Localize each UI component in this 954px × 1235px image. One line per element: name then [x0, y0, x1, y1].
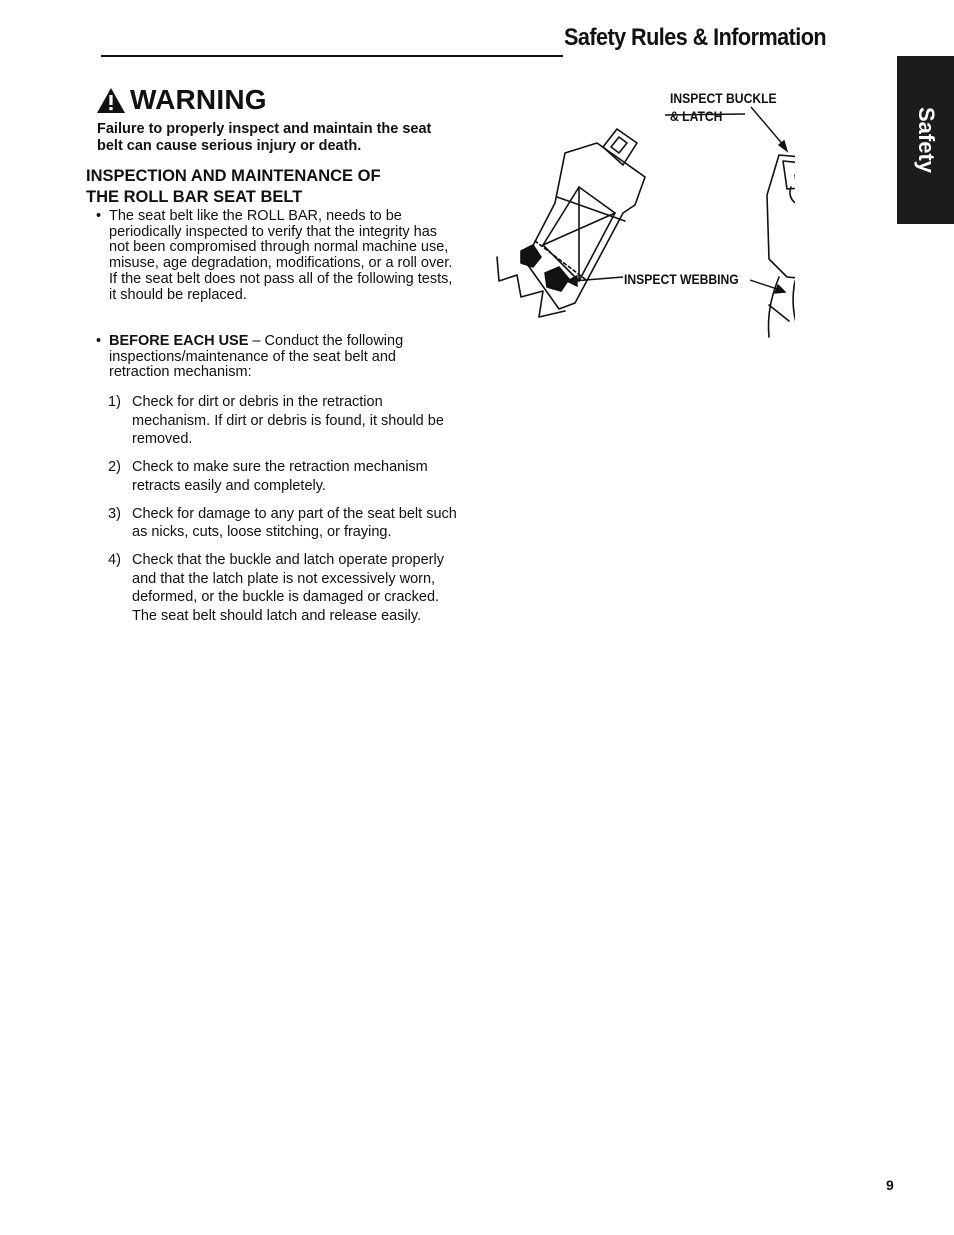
inspection-steps-list — [108, 393, 458, 635]
warning-text: Failure to properly inspect and maintain the seat belt can cause serious injury or death. — [97, 121, 432, 154]
bullet-intro — [96, 209, 456, 303]
warning-triangle-icon — [96, 87, 126, 114]
page-header-title: Safety Rules & Information — [564, 24, 827, 51]
header-rule — [101, 55, 563, 57]
callout-buckle-line2: & LATCH — [670, 109, 723, 124]
list-item — [108, 393, 458, 449]
callout-inspect-buckle — [670, 90, 777, 126]
before-use-text: – Conduct the following inspections/maintenance of the seat belt and retraction mechanism: — [109, 333, 404, 381]
step-text: Check to make sure the retraction mechanism retracts easily and completely. — [132, 459, 428, 494]
section-side-tab — [897, 56, 954, 224]
section-heading-line2: THE ROLL BAR SEAT BELT — [86, 188, 303, 206]
bullet-dot: • — [96, 208, 102, 224]
list-item — [108, 505, 458, 542]
warning-block — [96, 84, 267, 116]
bullet-intro-text: The seat belt like the ROLL BAR, needs to be periodically inspected to verify that the integrity has not been compromised through normal machine use, misuse, age degradation, modifications, or a roll over. If the seat belt does not pass all of the following tests, it should be replaced. — [109, 208, 453, 303]
step-text: Check for dirt or debris in the retraction mechanism. If dirt or debris is found, it should be removed. — [132, 394, 444, 448]
step-text: Check that the buckle and latch operate properly and that the latch plate is not excessively worn, deformed, or the buckle is damaged or cracked. The seat belt should latch and release easily. — [132, 551, 444, 625]
bullet-dot: • — [96, 333, 102, 349]
list-item — [108, 458, 458, 495]
bullet-before-use — [96, 334, 456, 381]
step-text: Check for damage to any part of the seat belt such as nicks, cuts, loose stitching, or fraying. — [132, 505, 457, 541]
bullet-before-use-body — [109, 334, 456, 381]
step-number: 1) — [108, 394, 121, 410]
warning-title: WARNING — [130, 84, 267, 115]
side-tab-label: Safety — [913, 106, 939, 174]
callout-buckle-line1: INSPECT BUCKLE — [670, 91, 777, 106]
step-number: 4) — [108, 551, 121, 568]
before-use-lead: BEFORE EACH USE — [109, 333, 249, 349]
list-item — [108, 551, 458, 626]
section-heading-line1: INSPECTION AND MAINTENANCE OF — [86, 167, 381, 185]
callout-inspect-webbing: INSPECT WEBBING — [624, 272, 739, 287]
section-heading — [86, 166, 466, 208]
step-number: 3) — [108, 505, 121, 522]
step-number: 2) — [108, 459, 121, 476]
page-number: 9 — [886, 1177, 894, 1193]
